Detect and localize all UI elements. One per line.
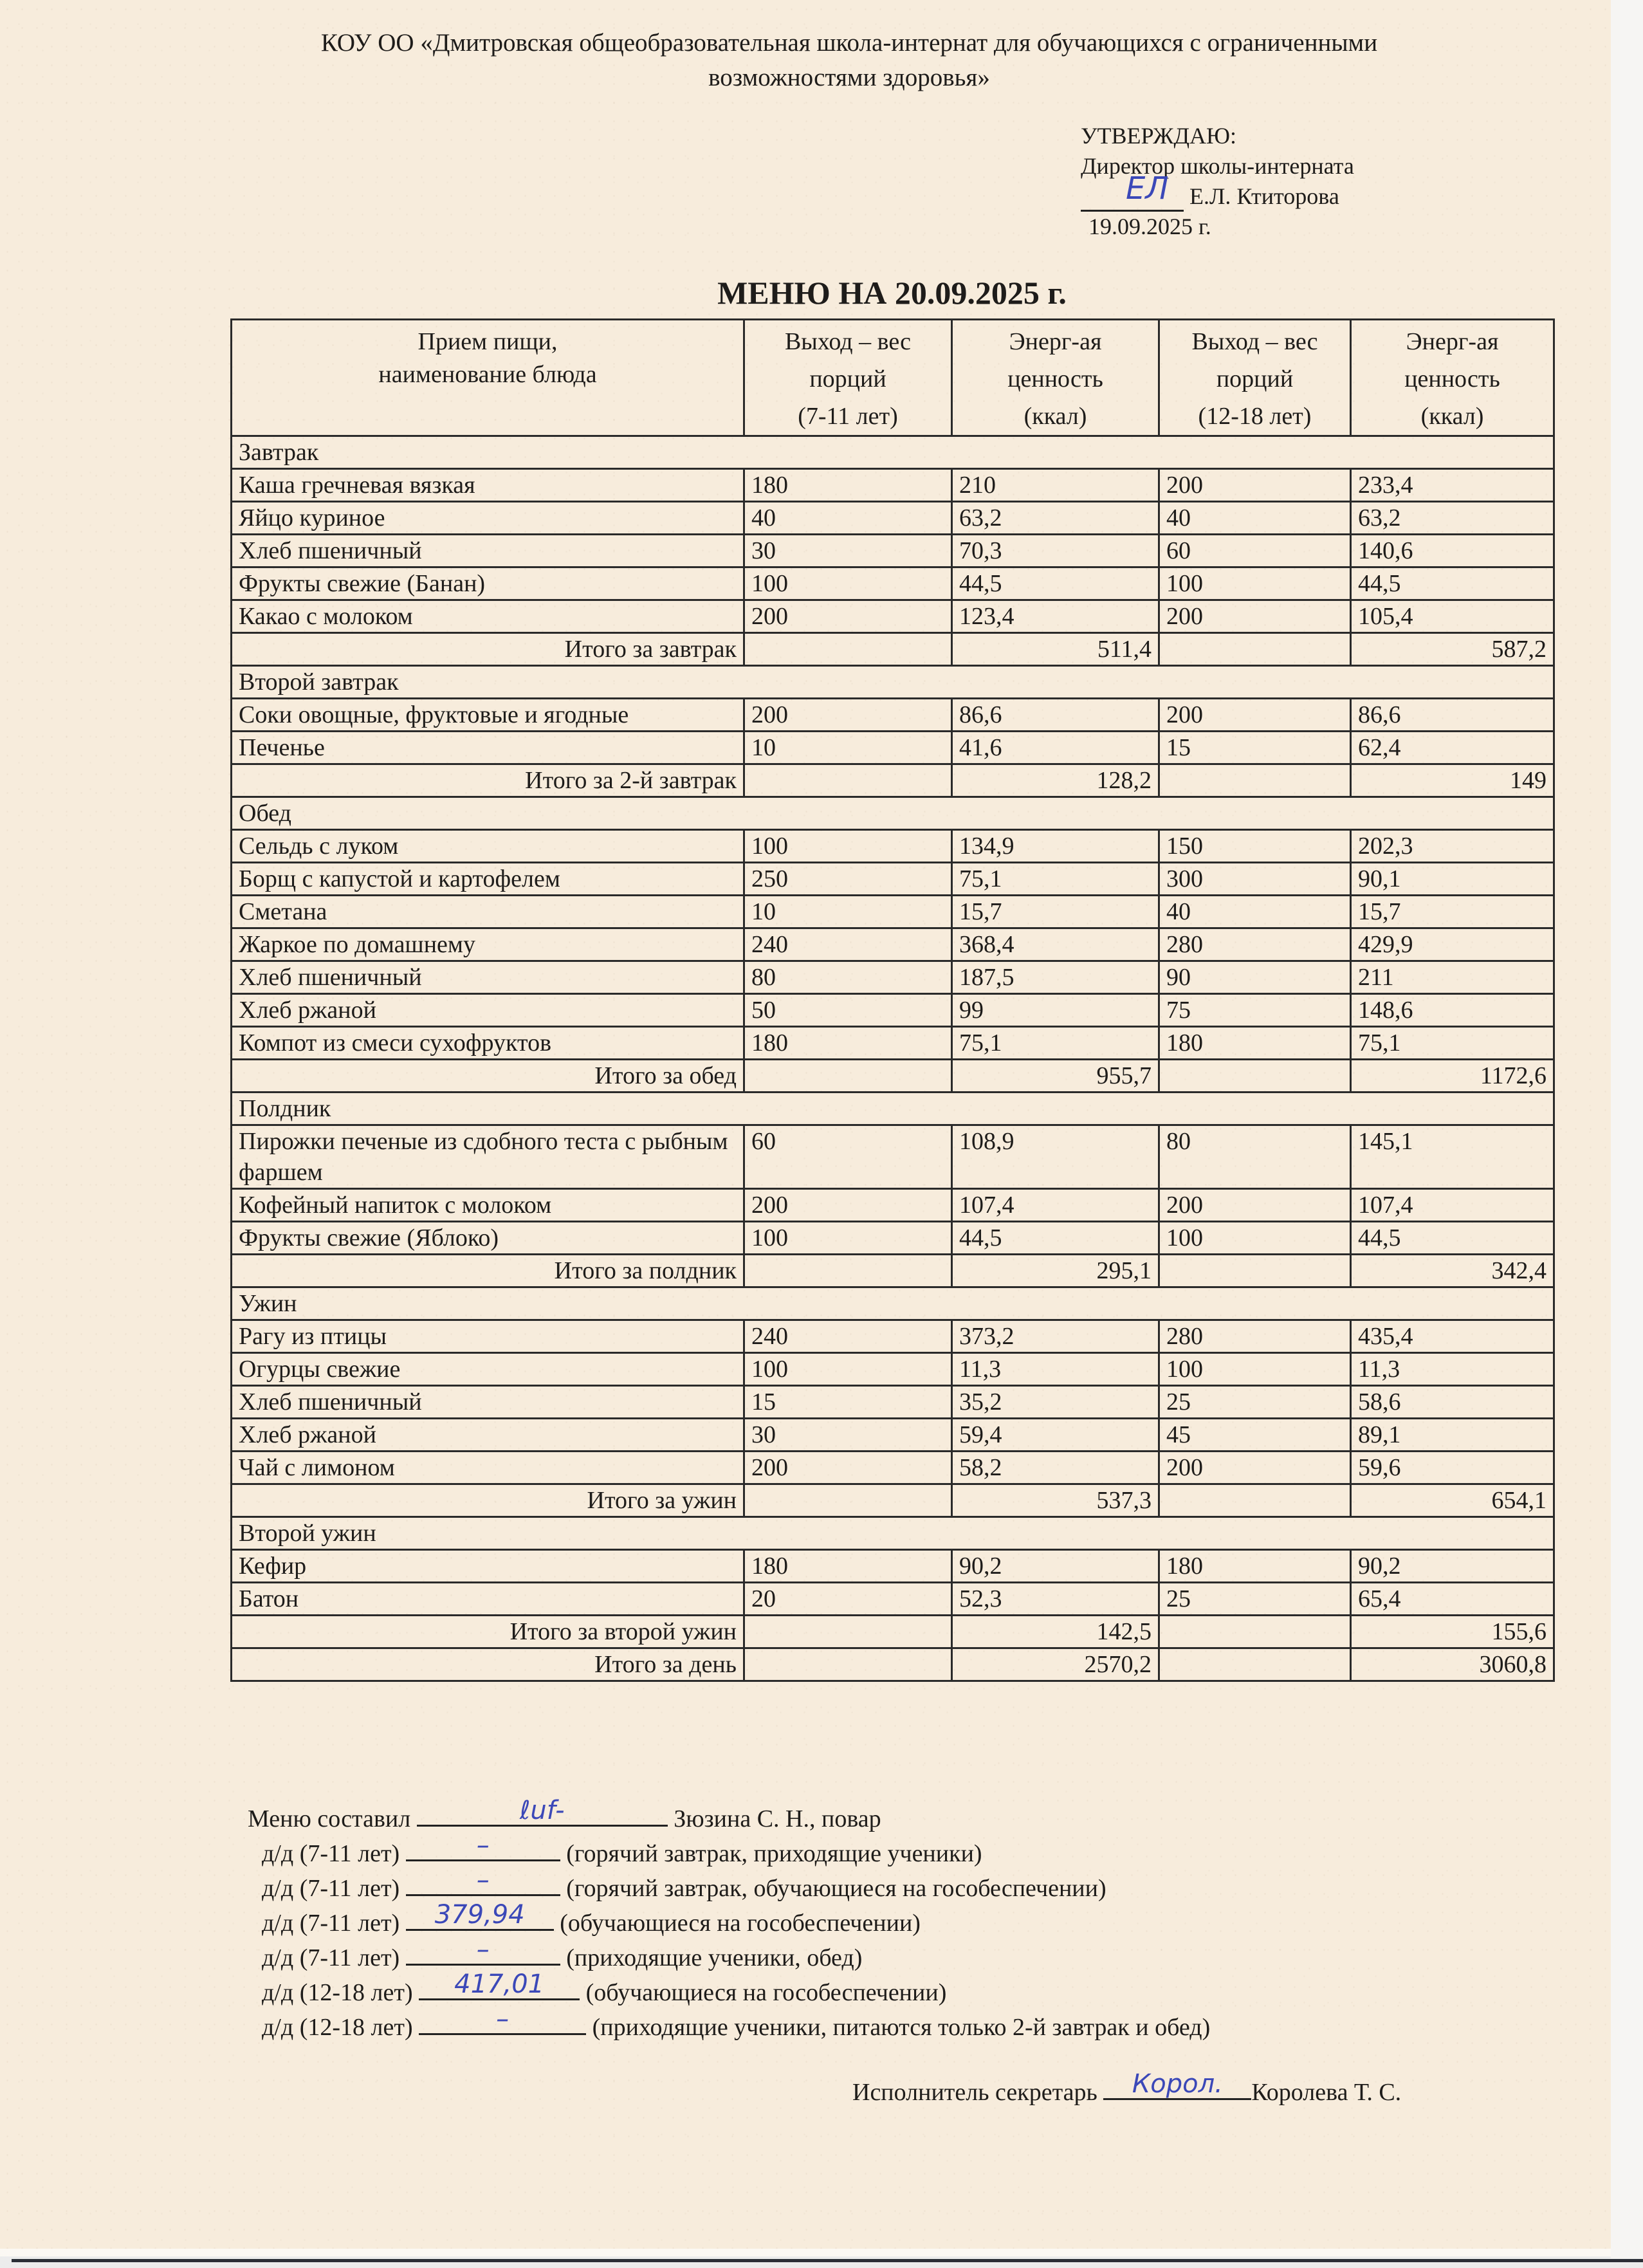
kcal-7-11: 99 — [952, 994, 1159, 1027]
dish-name: Жаркое по домашнему — [232, 928, 744, 961]
section-row — [232, 1517, 1554, 1550]
dish-name: Огурцы свежие — [232, 1353, 744, 1386]
empty-cell — [744, 1060, 952, 1093]
kcal-7-11: 70,3 — [952, 535, 1159, 567]
empty-cell — [744, 1648, 952, 1681]
weight-7-11: 200 — [744, 1452, 952, 1484]
organization-line-2: возможностями здоровья» — [708, 64, 990, 91]
kcal-12-18: 15,7 — [1351, 896, 1554, 928]
day-total-kcal-12-18: 3060,8 — [1351, 1648, 1554, 1681]
weight-12-18: 200 — [1159, 1189, 1351, 1222]
weight-7-11: 100 — [744, 1353, 952, 1386]
kcal-7-11: 134,9 — [952, 830, 1159, 863]
weight-12-18: 60 — [1159, 535, 1351, 567]
total-label: Итого за полдник — [232, 1255, 744, 1287]
cost-value: 379,94 — [434, 1900, 525, 1930]
kcal-12-18: 62,4 — [1351, 732, 1554, 764]
dish-name: Хлеб ржаной — [232, 994, 744, 1027]
column-header-kcal-12-18 — [1351, 320, 1554, 436]
dish-row — [232, 732, 1554, 764]
header-line: Энерг-ая — [1009, 328, 1102, 355]
kcal-12-18: 233,4 — [1351, 469, 1554, 502]
kcal-7-11: 63,2 — [952, 502, 1159, 535]
header-line: ценность — [1007, 365, 1103, 392]
menu-table-body — [232, 436, 1554, 1681]
weight-7-11: 40 — [744, 502, 952, 535]
kcal-7-11: 52,3 — [952, 1583, 1159, 1616]
weight-12-18: 280 — [1159, 928, 1351, 961]
dish-name: Пирожки печеные из сдобного теста с рыбным фаршем — [232, 1125, 744, 1189]
kcal-7-11: 11,3 — [952, 1353, 1159, 1386]
weight-7-11: 20 — [744, 1583, 952, 1616]
kcal-7-11: 210 — [952, 469, 1159, 502]
weight-12-18: 200 — [1159, 1452, 1351, 1484]
day-total-label: Итого за день — [232, 1648, 744, 1681]
kcal-12-18: 90,1 — [1351, 863, 1554, 896]
approval-date: 19.09.2025 г. — [1088, 214, 1211, 239]
kcal-12-18: 59,6 — [1351, 1452, 1554, 1484]
kcal-12-18: 429,9 — [1351, 928, 1554, 961]
weight-7-11: 100 — [744, 567, 952, 600]
dish-row — [232, 1353, 1554, 1386]
empty-cell — [744, 633, 952, 666]
cost-note: (обучающиеся на гособеспечении) — [560, 1910, 921, 1937]
kcal-7-11: 41,6 — [952, 732, 1159, 764]
empty-cell — [744, 1484, 952, 1517]
dish-name: Чай с лимоном — [232, 1452, 744, 1484]
weight-7-11: 250 — [744, 863, 952, 896]
kcal-12-18: 44,5 — [1351, 1222, 1554, 1255]
dish-row — [232, 1222, 1554, 1255]
kcal-12-18: 75,1 — [1351, 1027, 1554, 1060]
weight-7-11: 180 — [744, 1550, 952, 1583]
kcal-7-11: 58,2 — [952, 1452, 1159, 1484]
approver-name: Е.Л. Ктиторова — [1189, 183, 1339, 209]
section-name: Завтрак — [232, 436, 1554, 469]
dish-name: Печенье — [232, 732, 744, 764]
header-line: наименование блюда — [378, 361, 597, 388]
executor-label: Исполнитель секретарь — [852, 2079, 1097, 2106]
weight-7-11: 200 — [744, 600, 952, 633]
cost-blank — [406, 1830, 560, 1861]
daily-cost-line — [248, 1865, 1210, 1906]
cost-value: – — [476, 1935, 490, 1964]
weight-12-18: 200 — [1159, 699, 1351, 732]
column-header-weight-12-18 — [1159, 320, 1351, 436]
weight-7-11: 100 — [744, 1222, 952, 1255]
cost-value: – — [476, 1830, 490, 1860]
dish-name: Каша гречневая вязкая — [232, 469, 744, 502]
kcal-7-11: 108,9 — [952, 1125, 1159, 1189]
weight-7-11: 180 — [744, 1027, 952, 1060]
kcal-7-11: 15,7 — [952, 896, 1159, 928]
dish-name: Сельдь с луком — [232, 830, 744, 863]
total-kcal-7-11: 128,2 — [952, 764, 1159, 797]
dish-row — [232, 1125, 1554, 1189]
day-total-row — [232, 1648, 1554, 1681]
daily-cost-line — [248, 2004, 1211, 2045]
cost-value: 417,01 — [454, 1969, 545, 1999]
organization-header — [212, 26, 1486, 95]
kcal-12-18: 44,5 — [1351, 567, 1554, 600]
total-kcal-12-18: 1172,6 — [1351, 1060, 1554, 1093]
scanner-margin — [1611, 0, 1643, 2258]
kcal-7-11: 44,5 — [952, 567, 1159, 600]
kcal-7-11: 373,2 — [952, 1320, 1159, 1353]
kcal-12-18: 89,1 — [1351, 1419, 1554, 1452]
total-label: Итого за завтрак — [232, 633, 744, 666]
kcal-12-18: 107,4 — [1351, 1189, 1554, 1222]
section-total-row — [232, 1060, 1554, 1093]
weight-12-18: 80 — [1159, 1125, 1351, 1189]
table-header-row — [232, 320, 1554, 436]
column-header-weight-7-11 — [744, 320, 952, 436]
cost-blank — [406, 1865, 560, 1896]
empty-cell — [744, 1616, 952, 1648]
weight-12-18: 40 — [1159, 896, 1351, 928]
kcal-12-18: 145,1 — [1351, 1125, 1554, 1189]
header-line: (7-11 лет) — [798, 403, 898, 430]
kcal-12-18: 65,4 — [1351, 1583, 1554, 1616]
kcal-7-11: 59,4 — [952, 1419, 1159, 1452]
kcal-12-18: 140,6 — [1351, 535, 1554, 567]
empty-cell — [1159, 764, 1351, 797]
total-kcal-12-18: 654,1 — [1351, 1484, 1554, 1517]
cost-note: (обучающиеся на гособеспечении) — [585, 1979, 947, 2006]
compiled-signature-blank — [417, 1796, 668, 1827]
dish-name: Хлеб пшеничный — [232, 961, 744, 994]
dish-row — [232, 1419, 1554, 1452]
section-name: Второй завтрак — [232, 666, 1554, 699]
compiled-by-line — [248, 1796, 1210, 1836]
weight-12-18: 100 — [1159, 1222, 1351, 1255]
dish-row — [232, 1583, 1554, 1616]
total-kcal-7-11: 142,5 — [952, 1616, 1159, 1648]
kcal-12-18: 211 — [1351, 961, 1554, 994]
dish-name: Яйцо куриное — [232, 502, 744, 535]
daily-cost-list — [248, 1830, 1211, 2045]
dish-row — [232, 994, 1554, 1027]
section-name: Обед — [232, 797, 1554, 830]
dish-row — [232, 469, 1554, 502]
empty-cell — [1159, 633, 1351, 666]
age-group: д/д (7-11 лет) — [262, 1944, 400, 1971]
dish-row — [232, 1027, 1554, 1060]
cook-signature: ℓuf- — [519, 1796, 565, 1825]
footer-block — [248, 1796, 1211, 2045]
cost-note: (горячий завтрак, приходящие ученики) — [566, 1840, 982, 1867]
cost-blank — [406, 1900, 554, 1931]
section-total-row — [232, 764, 1554, 797]
executor-name: Королева Т. С. — [1251, 2079, 1402, 2106]
weight-12-18: 75 — [1159, 994, 1351, 1027]
dish-row — [232, 1189, 1554, 1222]
dish-row — [232, 1320, 1554, 1353]
weight-7-11: 240 — [744, 928, 952, 961]
weight-7-11: 200 — [744, 699, 952, 732]
dish-name: Фрукты свежие (Банан) — [232, 567, 744, 600]
kcal-12-18: 58,6 — [1351, 1386, 1554, 1419]
scanner-edge-line — [12, 2259, 1643, 2262]
header-line: Выход – вес — [784, 328, 912, 355]
daily-cost-line — [248, 1969, 1210, 2010]
dish-name: Кефир — [232, 1550, 744, 1583]
section-row — [232, 436, 1554, 469]
dish-name: Кофейный напиток с молоком — [232, 1189, 744, 1222]
weight-12-18: 200 — [1159, 469, 1351, 502]
weight-12-18: 150 — [1159, 830, 1351, 863]
section-row — [232, 1093, 1554, 1125]
empty-cell — [1159, 1484, 1351, 1517]
weight-7-11: 60 — [744, 1125, 952, 1189]
executor-signature-blank — [1103, 2069, 1251, 2100]
weight-12-18: 90 — [1159, 961, 1351, 994]
header-line: (ккал) — [1023, 403, 1087, 430]
cost-note: (приходящие ученики, обед) — [566, 1944, 863, 1971]
kcal-12-18: 148,6 — [1351, 994, 1554, 1027]
menu-title: МЕНЮ НА 20.09.2025 г. — [717, 275, 1067, 311]
weight-7-11: 10 — [744, 732, 952, 764]
weight-7-11: 100 — [744, 830, 952, 863]
total-label: Итого за обед — [232, 1060, 744, 1093]
dish-row — [232, 535, 1554, 567]
section-name: Второй ужин — [232, 1517, 1554, 1550]
total-kcal-12-18: 149 — [1351, 764, 1554, 797]
dish-name: Хлеб пшеничный — [232, 1386, 744, 1419]
age-group: д/д (12-18 лет) — [262, 1979, 413, 2006]
weight-12-18: 25 — [1159, 1386, 1351, 1419]
kcal-12-18: 202,3 — [1351, 830, 1554, 863]
approver-position: Директор школы-интерната — [1081, 153, 1354, 179]
weight-12-18: 25 — [1159, 1583, 1351, 1616]
weight-12-18: 200 — [1159, 600, 1351, 633]
weight-7-11: 30 — [744, 535, 952, 567]
dish-name: Фрукты свежие (Яблоко) — [232, 1222, 744, 1255]
kcal-7-11: 90,2 — [952, 1550, 1159, 1583]
weight-7-11: 200 — [744, 1189, 952, 1222]
weight-12-18: 180 — [1159, 1027, 1351, 1060]
total-kcal-7-11: 295,1 — [952, 1255, 1159, 1287]
kcal-12-18: 86,6 — [1351, 699, 1554, 732]
weight-7-11: 50 — [744, 994, 952, 1027]
weight-7-11: 15 — [744, 1386, 952, 1419]
header-line: (ккал) — [1420, 403, 1484, 430]
total-label: Итого за 2-й завтрак — [232, 764, 744, 797]
weight-7-11: 240 — [744, 1320, 952, 1353]
cost-value: – — [476, 1865, 490, 1895]
section-name: Полдник — [232, 1093, 1554, 1125]
dish-row — [232, 1550, 1554, 1583]
kcal-12-18: 105,4 — [1351, 600, 1554, 633]
dish-name: Какао с молоком — [232, 600, 744, 633]
section-row — [232, 666, 1554, 699]
daily-cost-line — [248, 1830, 1210, 1871]
dish-row — [232, 699, 1554, 732]
approver-signature-line — [1081, 171, 1354, 212]
header-line: порций — [809, 365, 886, 392]
section-total-row — [232, 1484, 1554, 1517]
signature-blank — [1081, 171, 1184, 212]
kcal-12-18: 63,2 — [1351, 502, 1554, 535]
header-line: Прием пищи, — [418, 328, 558, 355]
empty-cell — [744, 1255, 952, 1287]
weight-12-18: 280 — [1159, 1320, 1351, 1353]
dish-name: Компот из смеси сухофруктов — [232, 1027, 744, 1060]
kcal-7-11: 368,4 — [952, 928, 1159, 961]
age-group: д/д (7-11 лет) — [262, 1910, 400, 1937]
kcal-7-11: 44,5 — [952, 1222, 1159, 1255]
weight-7-11: 80 — [744, 961, 952, 994]
total-kcal-12-18: 155,6 — [1351, 1616, 1554, 1648]
cost-blank — [419, 1969, 580, 2000]
kcal-7-11: 187,5 — [952, 961, 1159, 994]
dish-row — [232, 1452, 1554, 1484]
kcal-7-11: 35,2 — [952, 1386, 1159, 1419]
compiled-by-label: Меню составил — [248, 1805, 411, 1832]
dish-row — [232, 830, 1554, 863]
dish-row — [232, 928, 1554, 961]
total-kcal-12-18: 342,4 — [1351, 1255, 1554, 1287]
weight-12-18: 300 — [1159, 863, 1351, 896]
weight-7-11: 180 — [744, 469, 952, 502]
menu-table — [230, 318, 1555, 1682]
dish-row — [232, 502, 1554, 535]
cost-note: (горячий завтрак, обучающиеся на гособеспечении) — [566, 1875, 1106, 1902]
dish-row — [232, 567, 1554, 600]
weight-7-11: 10 — [744, 896, 952, 928]
empty-cell — [1159, 1648, 1351, 1681]
kcal-12-18: 11,3 — [1351, 1353, 1554, 1386]
dish-row — [232, 1386, 1554, 1419]
kcal-7-11: 86,6 — [952, 699, 1159, 732]
header-line: ценность — [1404, 365, 1500, 392]
scanner-bottom-margin — [0, 2249, 1611, 2256]
dish-name: Хлеб пшеничный — [232, 535, 744, 567]
section-row — [232, 797, 1554, 830]
dish-name: Соки овощные, фруктовые и ягодные — [232, 699, 744, 732]
total-kcal-7-11: 955,7 — [952, 1060, 1159, 1093]
kcal-12-18: 90,2 — [1351, 1550, 1554, 1583]
dish-name: Рагу из птицы — [232, 1320, 744, 1353]
approval-block — [1081, 121, 1354, 242]
weight-12-18: 40 — [1159, 502, 1351, 535]
director-signature: ЕЛ — [1126, 171, 1169, 207]
section-total-row — [232, 633, 1554, 666]
age-group: д/д (7-11 лет) — [262, 1840, 400, 1867]
organization-line-1: КОУ ОО «Дмитровская общеобразовательная школа-интернат для обучающихся с ограниченными — [320, 29, 1378, 57]
kcal-7-11: 107,4 — [952, 1189, 1159, 1222]
daily-cost-line — [248, 1900, 1210, 1941]
weight-12-18: 180 — [1159, 1550, 1351, 1583]
cost-value: – — [496, 2004, 509, 2034]
dish-row — [232, 961, 1554, 994]
section-row — [232, 1287, 1554, 1320]
cost-note: (приходящие ученики, питаются только 2-й завтрак и обед) — [592, 2014, 1211, 2041]
section-total-row — [232, 1255, 1554, 1287]
approve-label: УТВЕРЖДАЮ: — [1081, 123, 1237, 149]
kcal-7-11: 75,1 — [952, 863, 1159, 896]
section-name: Ужин — [232, 1287, 1554, 1320]
kcal-12-18: 435,4 — [1351, 1320, 1554, 1353]
dish-name: Сметана — [232, 896, 744, 928]
weight-12-18: 45 — [1159, 1419, 1351, 1452]
empty-cell — [1159, 1616, 1351, 1648]
total-kcal-7-11: 537,3 — [952, 1484, 1159, 1517]
executor-line — [852, 2069, 1402, 2108]
daily-cost-line — [248, 1935, 1210, 1975]
total-label: Итого за ужин — [232, 1484, 744, 1517]
cost-blank — [406, 1935, 560, 1966]
age-group: д/д (12-18 лет) — [262, 2014, 413, 2041]
compiled-by-name: Зюзина С. Н., повар — [674, 1805, 881, 1832]
total-label: Итого за второй ужин — [232, 1616, 744, 1648]
secretary-signature: Корол. — [1132, 2069, 1223, 2099]
empty-cell — [1159, 1060, 1351, 1093]
header-line: (12-18 лет) — [1198, 403, 1312, 430]
dish-name: Хлеб ржаной — [232, 1419, 744, 1452]
kcal-7-11: 75,1 — [952, 1027, 1159, 1060]
dish-row — [232, 896, 1554, 928]
age-group: д/д (7-11 лет) — [262, 1875, 400, 1902]
total-kcal-12-18: 587,2 — [1351, 633, 1554, 666]
weight-12-18: 100 — [1159, 567, 1351, 600]
column-header-dish — [232, 320, 744, 436]
weight-7-11: 30 — [744, 1419, 952, 1452]
header-line: Энерг-ая — [1406, 328, 1499, 355]
weight-12-18: 100 — [1159, 1353, 1351, 1386]
weight-12-18: 15 — [1159, 732, 1351, 764]
empty-cell — [1159, 1255, 1351, 1287]
column-header-kcal-7-11 — [952, 320, 1159, 436]
header-line: Выход – вес — [1191, 328, 1318, 355]
day-total-kcal-7-11: 2570,2 — [952, 1648, 1159, 1681]
header-line: порций — [1216, 365, 1294, 392]
dish-name: Борщ с капустой и картофелем — [232, 863, 744, 896]
kcal-7-11: 123,4 — [952, 600, 1159, 633]
empty-cell — [744, 764, 952, 797]
section-total-row — [232, 1616, 1554, 1648]
cost-blank — [419, 2004, 586, 2035]
total-kcal-7-11: 511,4 — [952, 633, 1159, 666]
dish-row — [232, 863, 1554, 896]
dish-name: Батон — [232, 1583, 744, 1616]
dish-row — [232, 600, 1554, 633]
